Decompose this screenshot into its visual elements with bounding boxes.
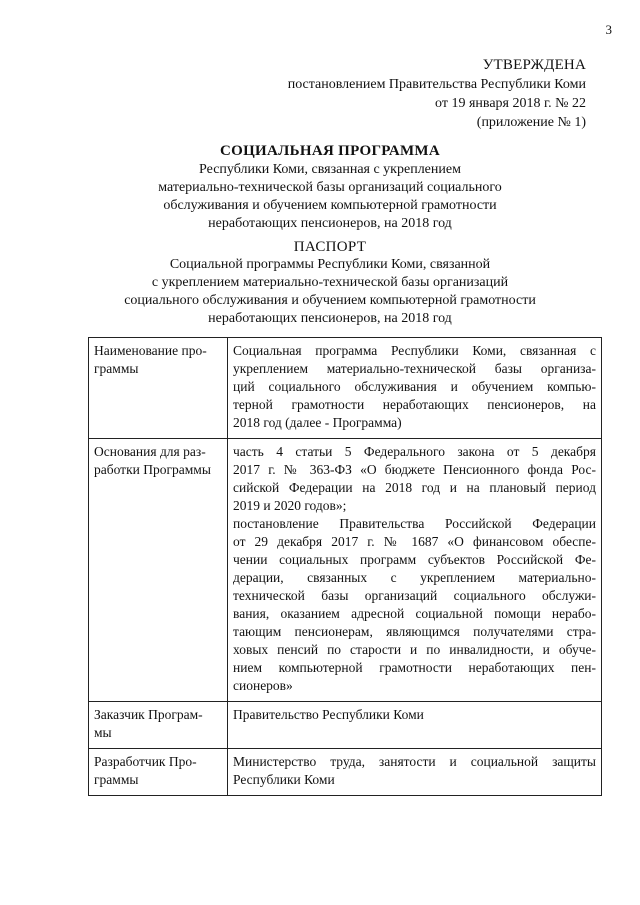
label-line: Заказчик Програм- (94, 707, 203, 722)
label-line: Наименование про- (94, 343, 207, 358)
value-line: Министерство труда, занятости и социальной защиты (233, 754, 596, 769)
value-line: 2019 и 2020 годов»; (233, 498, 347, 513)
value-line: укреплением материально-технической базы организа- (233, 361, 596, 376)
value-line: тающим пенсионерам, являющимся получателями стра- (233, 624, 596, 639)
row-value-basis (228, 439, 602, 702)
table-row (89, 338, 602, 439)
value-line: от 29 декабря 2017 г. № 1687 «О финансовом обеспе- (233, 534, 596, 549)
value-line: Социальная программа Республики Коми, связанная с (233, 343, 596, 358)
value-line: 2017 г. № 363-ФЗ «О бюджете Пенсионного фонда Рос- (233, 462, 596, 477)
table-row (89, 439, 602, 702)
row-value-developer (228, 749, 602, 796)
program-subtitle-line: неработающих пенсионеров, на 2018 год (208, 216, 452, 231)
passport-subtitle-line: неработающих пенсионеров, на 2018 год (208, 311, 452, 326)
row-value-program-name (228, 338, 602, 439)
value-line: 2018 год (далее - Программа) (233, 415, 402, 430)
passport-subtitle-line: с укреплением материально-технической базы организаций (151, 275, 509, 290)
value-line: технической базы организаций социального обслужи- (233, 588, 596, 603)
row-label-developer (89, 749, 228, 796)
value-line: нием компьютерной грамотности неработающих пен- (233, 660, 596, 675)
row-value-customer (228, 702, 602, 749)
program-subtitle-line: Республики Коми, связанная с укреплением (199, 162, 461, 177)
program-heading (80, 142, 580, 233)
value-line: ховых пенсий по старости и по инвалидности, и обуче- (233, 642, 596, 657)
program-subtitle-line: обслуживания и обучением компьютерной грамотности (163, 198, 497, 213)
label-line: работки Программы (94, 462, 211, 477)
table-row (89, 702, 602, 749)
row-label-basis (89, 439, 228, 702)
approval-title: УТВЕРЖДЕНА (482, 57, 586, 73)
program-title: СОЦИАЛЬНАЯ ПРОГРАММА (219, 143, 441, 159)
table-row (89, 749, 602, 796)
row-label-program-name (89, 338, 228, 439)
passport-table (88, 337, 602, 796)
passport-title: ПАСПОРТ (293, 239, 367, 255)
value-line: дерации, связанных с укреплением материально- (233, 570, 596, 585)
label-line: мы (94, 725, 112, 740)
value-line: Правительство Республики Коми (233, 707, 424, 722)
value-line: часть 4 статьи 5 Федерального закона от 5 декабря (233, 444, 596, 459)
value-line: Республики Коми (233, 772, 335, 787)
value-line: терной грамотности неработающих пенсионеров, на (233, 397, 596, 412)
value-line: сионеров» (233, 678, 293, 693)
passport-heading (80, 238, 580, 328)
label-line: Разработчик Про- (94, 754, 197, 769)
value-line: вания, оказанием адресной социальной помощи нерабо- (233, 606, 596, 621)
value-line: чении социальных программ субъектов Российской Фе- (233, 552, 596, 567)
passport-subtitle-line: Социальной программы Республики Коми, связанной (169, 257, 491, 272)
label-line: Основания для раз- (94, 444, 206, 459)
row-label-customer (89, 702, 228, 749)
program-subtitle-line: материально-технической базы организаций социального (158, 180, 502, 195)
page-number: 3 (605, 22, 612, 37)
value-line: сийской Федерации на 2018 год и на плановый период (233, 480, 596, 495)
approval-decree: постановлением Правительства Республики Коми (287, 77, 586, 92)
value-line: ций социального обслуживания и обучением компью- (233, 379, 596, 394)
label-line: граммы (94, 772, 139, 787)
value-line: постановление Правительства Российской Федерации (233, 516, 596, 531)
approval-appendix: (приложение № 1) (476, 115, 586, 130)
passport-subtitle-line: социального обслуживания и обучением компьютерной грамотности (124, 293, 536, 308)
approval-stamp (166, 56, 586, 132)
label-line: граммы (94, 361, 139, 376)
approval-date: от 19 января 2018 г. № 22 (435, 96, 586, 111)
